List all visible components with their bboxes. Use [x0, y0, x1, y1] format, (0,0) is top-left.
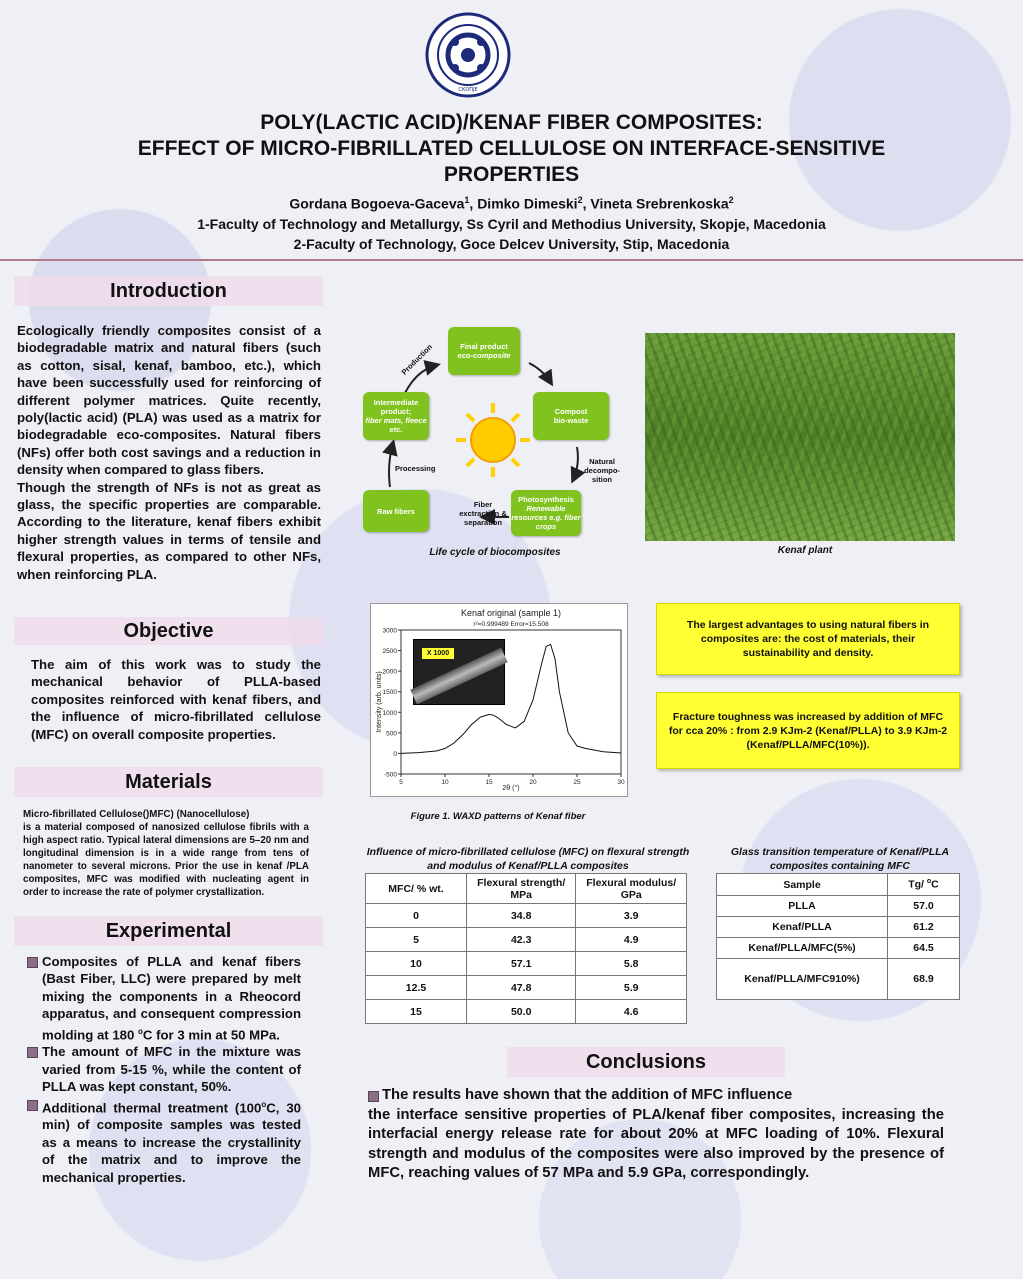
table-cell: Kenaf/PLLA/MFC910%)	[717, 959, 888, 1000]
table-row	[717, 959, 960, 1000]
sem-inset-image	[413, 639, 505, 705]
y-tick-label: 1500	[382, 689, 397, 697]
table-cell: 5.8	[576, 952, 687, 976]
table2	[716, 873, 960, 1000]
conclusions-lead-text: The results have shown that the addition of MFC influence	[382, 1087, 793, 1103]
poster-title	[0, 110, 1023, 188]
experimental-item	[27, 953, 301, 1043]
author-3: , Vineta Srebrenkoska	[582, 195, 729, 212]
lifecycle-caption: Life cycle of biocomposites	[429, 547, 561, 558]
final-product-sub: eco-composite	[457, 351, 511, 360]
title-line-2: EFFECT OF MICRO-FIBRILLATED CELLULOSE ON INTERFACE-SENSITIVE	[137, 137, 886, 160]
y-tick-label: 2000	[382, 668, 397, 676]
x-tick-label: 5	[399, 779, 403, 786]
experimental-item-3-tail: C, 30 min) of composite samples was tested as a means to increase the crystallinity of the matrix and to improve the mechanical properties.	[42, 1100, 301, 1185]
node-compost	[533, 392, 609, 440]
waxd-chart	[370, 603, 628, 797]
materials-heading: Materials	[14, 767, 323, 797]
chart-subtitle: r²=0.999489 Error=15.508	[473, 621, 549, 628]
y-tick-label: 3000	[382, 627, 397, 635]
x-tick-label: 25	[573, 779, 581, 786]
x-tick-label: 20	[529, 779, 537, 786]
y-tick-label: 2500	[382, 648, 397, 656]
experimental-item-1-text: Composites of PLLA and kenaf fibers (Bast Fiber, LLC) were prepared by melt mixing the components in a Rheocord apparatus, and consequent compression molding at 180	[42, 954, 301, 1043]
table-cell: 3.9	[576, 904, 687, 928]
table-cell: 4.6	[576, 1000, 687, 1024]
bullet-square-icon	[368, 1091, 379, 1102]
experimental-item-2-text: The amount of MFC in the mixture was varied from 5-15 %, while the content of PLLA was kept constant, 50%.	[42, 1044, 301, 1095]
intermediate-label: Intermediate product;	[373, 398, 419, 416]
conclusions-heading: Conclusions	[507, 1047, 785, 1077]
introduction-paragraph-2: Though the strength of NFs is not as great as glass, the specific properties are comparable. According to the literature, kenaf fibers exhibit higher strength values in terms of tensile and flexural properties, as compared to other NFs, when reinforcing PLA.	[17, 479, 321, 582]
author-1: Gordana Bogoeva-Gaceva	[289, 195, 465, 212]
table-cell: 5	[366, 928, 467, 952]
affiliation-1: 1-Faculty of Technology and Metallurgy, Ss Cyril and Methodius University, Skopje, Macedonia	[197, 216, 826, 232]
table-row	[366, 1000, 687, 1024]
fracture-text: Fracture toughness was increased by addition of MFC for cca 20% : from 2.9 KJm-2 (Kenaf/PLLA) to 3.9 KJm-2 (Kenaf/PLLA/MFC(10%)).	[668, 710, 948, 751]
table-cell: Kenaf/PLLA/MFC(5%)	[717, 938, 888, 959]
table-cell: 10	[366, 952, 467, 976]
table2-caption: Glass transition temperature of Kenaf/PLLA composites containing MFC	[730, 846, 950, 872]
materials-description: is a material composed of nanosized cellulose fibrils with a high aspect ratio. Typical lateral dimensions are 5–20 nm and longitudinal dimension is in a wide range from tens of nanometer to several microns. Prior the use in kenaf /PLA composites, MFC was modified with nucleating agent in order to increase the rate of polymer crystallization.	[23, 822, 309, 898]
photosynthesis-label: Photosynthesis	[518, 495, 574, 504]
table2-header-row	[717, 874, 960, 896]
table-row	[366, 904, 687, 928]
node-intermediate-product	[363, 392, 429, 440]
table2-header: Sample	[717, 874, 888, 896]
sun-icon	[456, 403, 530, 477]
advantages-box	[656, 603, 960, 675]
x-tick-label: 30	[617, 779, 625, 786]
table1	[365, 873, 687, 1024]
author-1-sup: 1	[464, 195, 470, 205]
header-divider	[0, 259, 1023, 261]
advantages-text: The largest advantages to using natural fibers in composites are: the cost of materials, their sustainability and density.	[686, 619, 930, 659]
kenaf-plant-photo	[645, 333, 955, 541]
y-axis-label: Intensity (arb. units)	[376, 671, 383, 733]
table2-header	[888, 874, 960, 896]
experimental-item-3-text: Additional thermal treatment (100	[42, 1100, 262, 1116]
experimental-list	[27, 953, 301, 1186]
title-line-3: PROPERTIES	[443, 163, 580, 186]
processing-label: Processing	[395, 464, 436, 473]
materials-text	[23, 808, 309, 899]
node-final-product	[448, 327, 520, 375]
fracture-box	[656, 692, 960, 769]
table-cell: 50.0	[467, 1000, 576, 1024]
experimental-item	[27, 1043, 301, 1095]
author-2: , Dimko Dimeski	[469, 195, 578, 212]
materials-line-1: Micro-fibrillated Cellulose()MFC) (Nanocellulose)	[23, 809, 250, 820]
table-cell: 57.1	[467, 952, 576, 976]
degree-sup: o	[138, 1026, 143, 1036]
table-row	[717, 938, 960, 959]
experimental-item-1-tail: C for 3 min at 50 MPa.	[142, 1027, 280, 1043]
x-tick-label: 15	[485, 779, 493, 786]
table-row	[366, 952, 687, 976]
photosynthesis-sub: Renewable resources e.g. fiber crops	[511, 504, 581, 531]
author-2-sup: 2	[577, 195, 583, 205]
table-cell: 61.2	[888, 917, 960, 938]
objective-heading: Objective	[14, 617, 323, 645]
sem-magnification-label: X 1000	[422, 648, 454, 659]
bullet-square-icon	[27, 1047, 38, 1058]
conclusions-body: the interface sensitive properties of PLA/kenaf fiber composites, increasing the interfacial energy release rate for about 20% at MFC loading of 10%. Flexural strength and modulus of the composites were also improved by the presence of MFC, reaching values of 57 MPa and 5.9 GPa, correspondingly.	[368, 1106, 944, 1181]
table-row	[717, 917, 960, 938]
table-cell: 5.9	[576, 976, 687, 1000]
kenaf-plant-caption: Kenaf plant	[777, 545, 833, 556]
degree-sup: o	[926, 878, 932, 886]
table1-header: Flexural modulus/ GPa	[576, 874, 687, 904]
bullet-square-icon	[27, 1100, 38, 1111]
table-cell: 15	[366, 1000, 467, 1024]
raw-fibers-label: Raw fibers	[377, 506, 415, 516]
natural-decomposition-label: Natural decompo-sition	[584, 457, 620, 484]
x-axis-label: 2θ (°)	[502, 785, 520, 792]
university-logo	[425, 12, 511, 98]
table-cell: 34.8	[467, 904, 576, 928]
table-cell: 57.0	[888, 896, 960, 917]
y-tick-label: 0	[393, 750, 397, 758]
table-cell: 4.9	[576, 928, 687, 952]
table-row	[366, 928, 687, 952]
chart-title: Kenaf original (sample 1)	[460, 608, 562, 618]
compost-sub: bio-waste	[553, 416, 589, 425]
tg-unit: C	[931, 878, 939, 891]
table-cell: 64.5	[888, 938, 960, 959]
figure1-caption: Figure 1. WAXD patterns of Kenaf fiber	[410, 811, 586, 822]
bullet-square-icon	[27, 957, 38, 968]
affiliation-2: 2-Faculty of Technology, Goce Delcev University, Stip, Macedonia	[293, 236, 730, 252]
table-row	[366, 976, 687, 1000]
objective-text: The aim of this work was to study the mechanical behavior of PLLA-based composites reinforced with kenaf fibers, and the influence of micro-fibrillated cellulose (MFC) on overall composite properties.	[31, 657, 321, 742]
y-tick-label: -500	[383, 771, 397, 779]
experimental-heading: Experimental	[14, 916, 323, 946]
table1-caption: Influence of micro-fibrillated cellulose (MFC) on flexural strength and modulus of Kenaf/PLLA composites	[366, 846, 690, 872]
intermediate-sub: fiber mats, fleece etc.	[365, 416, 427, 434]
conclusions-text	[368, 1086, 944, 1184]
tg-label: Tg/	[908, 878, 927, 891]
table-cell: 68.9	[888, 959, 960, 1000]
authors	[0, 195, 1023, 212]
table1-header: MFC/ % wt.	[366, 874, 467, 904]
table1-header: Flexural strength/ MPa	[467, 874, 576, 904]
conclusions-lead	[368, 1086, 944, 1106]
author-3-sup: 2	[728, 195, 734, 205]
lifecycle-diagram	[345, 325, 635, 565]
experimental-item	[27, 1096, 301, 1186]
node-photosynthesis	[511, 490, 581, 536]
introduction-heading: Introduction	[14, 276, 323, 306]
table-cell: 12.5	[366, 976, 467, 1000]
table-cell: 47.8	[467, 976, 576, 1000]
table-cell: 42.3	[467, 928, 576, 952]
y-tick-label: 1000	[382, 709, 397, 717]
table1-header-row	[366, 874, 687, 904]
node-raw-fibers	[363, 490, 429, 532]
logo-bottom-text: СКОПЈЕ	[458, 87, 478, 93]
x-tick-label: 10	[441, 779, 449, 786]
y-tick-label: 500	[386, 730, 397, 738]
introduction-paragraph-1: Ecologically friendly composites consist of a biodegradable matrix and natural fibers (such as cotton, sisal, kenaf, bamboo, etc.), which have been successfully used for reinforcing of different polymer matrices. Quite recently, poly(lactic acid) (PLA) was used as a matrix for biodegradable eco-composites. Natural fibers (NFs) offer both cost savings and a reduction in density when compared to glass fibers.	[17, 323, 321, 478]
table-cell: PLLA	[717, 896, 888, 917]
compost-label: Compost	[554, 407, 588, 416]
final-product-label: Final product	[460, 342, 508, 351]
degree-sup: o	[261, 1099, 267, 1109]
title-line-1: POLY(LACTIC ACID)/KENAF FIBER COMPOSITES:	[260, 111, 763, 134]
table-cell: 0	[366, 904, 467, 928]
production-label: Production	[399, 342, 434, 377]
introduction-text	[17, 322, 321, 583]
table-row	[717, 896, 960, 917]
table-cell: Kenaf/PLLA	[717, 917, 888, 938]
fiber-extraction-label: Fiber exctraction & separation	[459, 500, 507, 527]
